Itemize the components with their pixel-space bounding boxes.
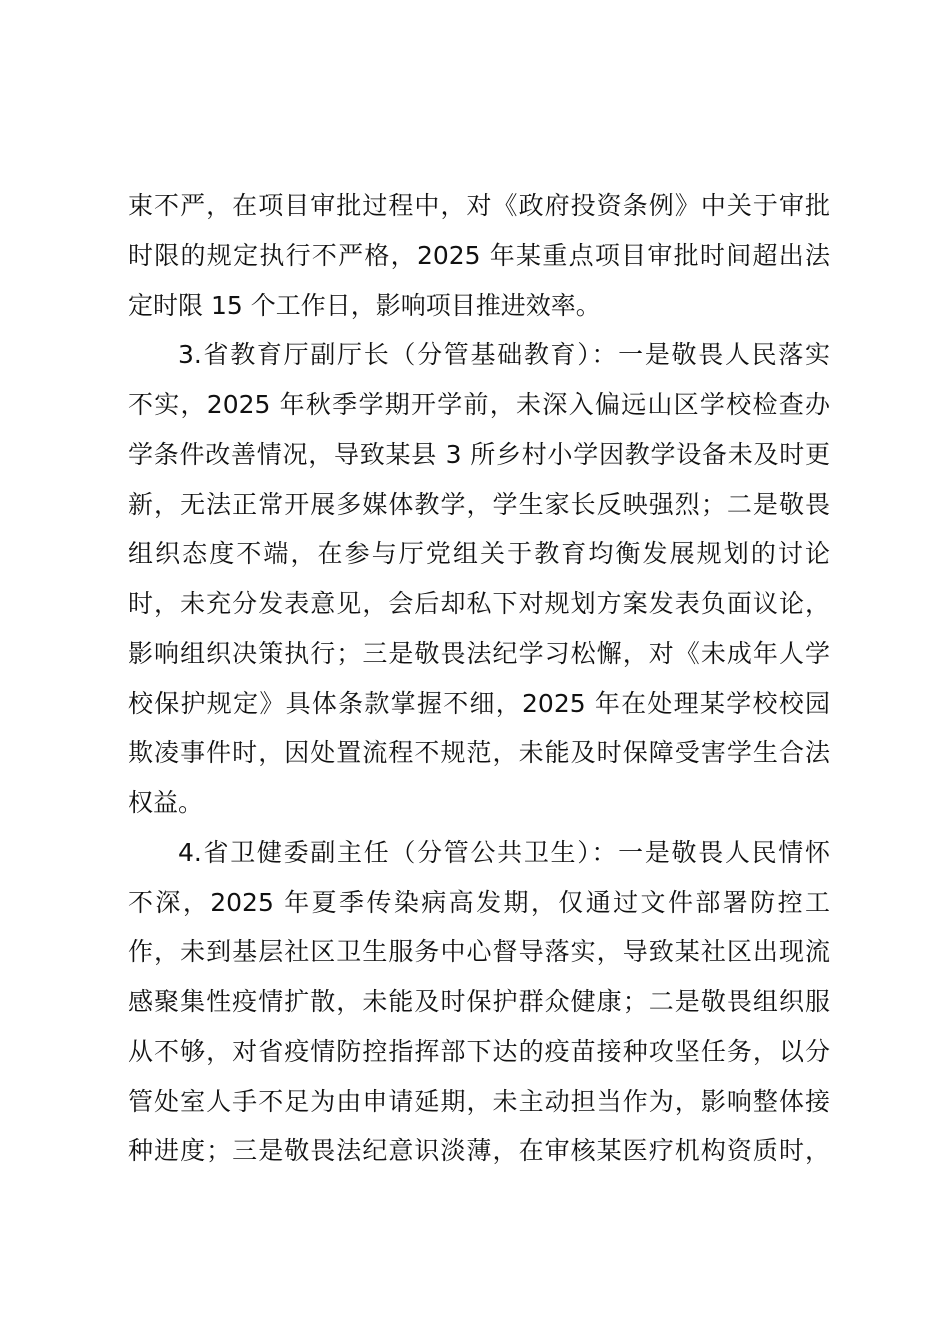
text-line: 感聚集性疫情扩散，未能及时保护群众健康；二是敬畏组织服 xyxy=(128,987,830,1016)
text-line: 时，未充分发表意见，会后却私下对规划方案发表负面议论， xyxy=(128,589,830,618)
text-line: 种进度；三是敬畏法纪意识淡薄，在审核某医疗机构资质时， xyxy=(128,1136,830,1166)
text-line: 时限的规定执行不严格，2025 年某重点项目审批时间超出法 xyxy=(128,240,830,270)
text-line: 4.省卫健委副主任（分管公共卫生）：一是敬畏人民情怀 xyxy=(178,837,830,867)
text-line: 作，未到基层社区卫生服务中心督导落实，导致某社区出现流 xyxy=(128,937,830,967)
text-line: 组织态度不端，在参与厅党组关于教育均衡发展规划的讨论 xyxy=(128,539,830,569)
text-line: 影响组织决策执行；三是敬畏法纪学习松懈，对《未成年人学 xyxy=(128,638,830,668)
text-line: 定时限 15 个工作日，影响项目推进效率。 xyxy=(128,290,601,320)
text-line: 3.省教育厅副厅长（分管基础教育）：一是敬畏人民落实 xyxy=(178,340,830,370)
text-line: 校保护规定》具体条款掌握不细，2025 年在处理某学校校园 xyxy=(128,688,830,718)
paragraph-item-3 xyxy=(128,330,830,828)
paragraph-item-4 xyxy=(128,828,830,1176)
text-line: 不实，2025 年秋季学期开学前，未深入偏远山区学校检查办 xyxy=(128,390,830,419)
text-line: 权益。 xyxy=(128,788,204,817)
document-page xyxy=(128,181,830,1176)
text-line: 学条件改善情况，导致某县 3 所乡村小学因教学设备未及时更 xyxy=(128,439,830,469)
text-line: 欺凌事件时，因处置流程不规范，未能及时保障受害学生合法 xyxy=(128,738,830,768)
text-line: 管处室人手不足为由申请延期，未主动担当作为，影响整体接 xyxy=(128,1086,830,1116)
text-line: 从不够，对省疫情防控指挥部下达的疫苗接种攻坚任务，以分 xyxy=(128,1036,830,1066)
text-line: 不深，2025 年夏季传染病高发期，仅通过文件部署防控工 xyxy=(128,887,830,917)
paragraph-continuation xyxy=(128,181,830,330)
text-line: 束不严，在项目审批过程中，对《政府投资条例》中关于审批 xyxy=(128,191,830,220)
text-line: 新，无法正常开展多媒体教学，学生家长反映强烈；二是敬畏 xyxy=(128,489,830,519)
